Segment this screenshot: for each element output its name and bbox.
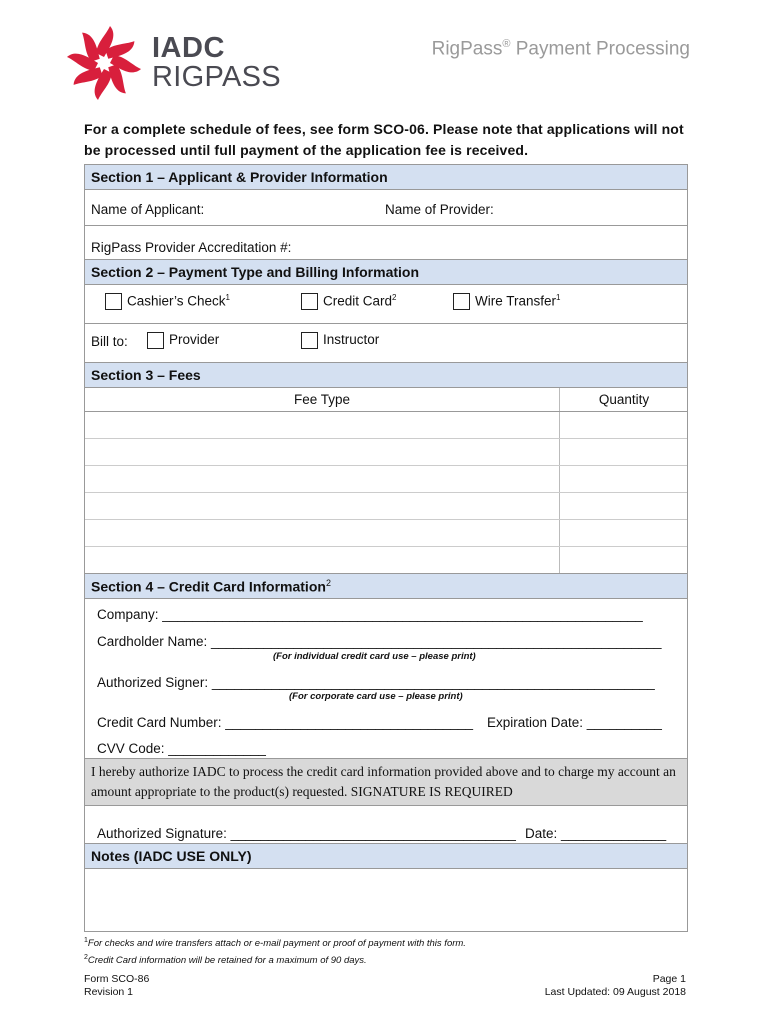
authorized-signer-field[interactable]: Authorized Signer: ___________________________________________________________ bbox=[97, 675, 655, 690]
bill-to-row bbox=[85, 324, 687, 363]
provider-checkbox[interactable] bbox=[147, 332, 164, 349]
fee-table-header bbox=[85, 388, 687, 412]
section3-header: Section 3 – Fees bbox=[85, 363, 687, 388]
signer-note: (For corporate card use – please print) bbox=[289, 691, 463, 702]
cashiers-check-option[interactable]: Cashier’s Check$^1$ bbox=[105, 293, 230, 310]
bill-to-provider-option[interactable]: Provider bbox=[147, 332, 219, 349]
fee-row[interactable] bbox=[85, 439, 687, 466]
fee-type-column: Fee Type bbox=[293, 392, 351, 407]
credit-card-checkbox[interactable] bbox=[301, 293, 318, 310]
footnote-1: $^1$For checks and wire transfers attach or e-mail payment or proof of payment with this form. bbox=[84, 937, 466, 950]
section1-header: Section 1 – Applicant & Provider Information bbox=[85, 165, 687, 190]
section2-header: Section 2 – Payment Type and Billing Information bbox=[85, 260, 687, 285]
signature-date-field[interactable]: Date: ______________ bbox=[525, 826, 667, 841]
notes-area[interactable] bbox=[85, 869, 687, 931]
logo-text-rigpass: RIGPASS bbox=[152, 61, 281, 93]
credit-card-fields bbox=[85, 599, 687, 758]
revision: Revision 1 bbox=[84, 986, 134, 998]
payment-type-row bbox=[85, 285, 687, 324]
expiration-date-field[interactable]: Expiration Date: __________ bbox=[487, 715, 662, 730]
last-updated: Last Updated: 09 August 2018 bbox=[544, 986, 686, 998]
accreditation-row bbox=[85, 226, 687, 260]
cardholder-note: (For individual credit card use – please print) bbox=[273, 651, 476, 662]
fee-row[interactable] bbox=[85, 493, 687, 520]
wire-transfer-checkbox[interactable] bbox=[453, 293, 470, 310]
bill-to-label: Bill to: bbox=[91, 334, 128, 349]
intro-text: For a complete schedule of fees, see form SCO-06. Please note that applications will not be processed until full payment of the application fee is received. bbox=[84, 121, 684, 158]
company-field[interactable]: Company: ________________________________________________________________ bbox=[97, 607, 643, 622]
form-number: Form SCO-86 bbox=[84, 973, 150, 985]
credit-card-number-field[interactable]: Credit Card Number: _________________________________ bbox=[97, 715, 474, 730]
page-title: RigPass® Payment Processing bbox=[431, 38, 690, 60]
applicant-provider-row bbox=[85, 190, 687, 226]
fee-row[interactable] bbox=[85, 547, 687, 574]
signature-row bbox=[85, 806, 687, 844]
credit-card-option[interactable]: Credit Card$^2$ bbox=[301, 293, 396, 310]
footer-form-info bbox=[84, 973, 149, 999]
provider-name-field[interactable]: Name of Provider: bbox=[385, 202, 494, 217]
instructor-checkbox[interactable] bbox=[301, 332, 318, 349]
footer-page-info bbox=[545, 973, 686, 999]
cashiers-check-checkbox[interactable] bbox=[105, 293, 122, 310]
page-number: Page 1 bbox=[652, 973, 686, 985]
fee-row[interactable] bbox=[85, 520, 687, 547]
wire-transfer-option[interactable]: Wire Transfer$^1$ bbox=[453, 293, 560, 310]
authorized-signature-field[interactable]: Authorized Signature: ______________________________________ bbox=[97, 826, 516, 841]
payment-form bbox=[84, 164, 688, 932]
cardholder-name-field[interactable]: Cardholder Name: ____________________________________________________________ bbox=[97, 634, 662, 649]
cvv-code-field[interactable]: CVV Code: _____________ bbox=[97, 741, 266, 756]
iadc-rigpass-logo bbox=[66, 24, 286, 104]
rigpass-pinwheel-icon bbox=[66, 24, 142, 102]
fee-row[interactable] bbox=[85, 466, 687, 493]
applicant-name-field[interactable]: Name of Applicant: bbox=[91, 202, 205, 217]
quantity-column: Quantity bbox=[598, 392, 650, 407]
bill-to-instructor-option[interactable]: Instructor bbox=[301, 332, 379, 349]
logo-text-iadc: IADC bbox=[152, 32, 225, 64]
accreditation-field[interactable]: RigPass Provider Accreditation #: bbox=[91, 240, 292, 255]
footnote-2: $^2$Credit Card information will be retained for a maximum of 90 days. bbox=[84, 954, 367, 967]
notes-header: Notes (IADC USE ONLY) bbox=[85, 844, 687, 869]
authorization-statement: I hereby authorize IADC to process the credit card information provided above and to charge my account an amount appropriate to the product(s) requested. SIGNATURE IS REQUIRED bbox=[85, 758, 687, 806]
section4-header: Section 4 – Credit Card Information$^2$ bbox=[85, 574, 687, 599]
fee-row[interactable] bbox=[85, 412, 687, 439]
footnotes bbox=[84, 934, 466, 968]
